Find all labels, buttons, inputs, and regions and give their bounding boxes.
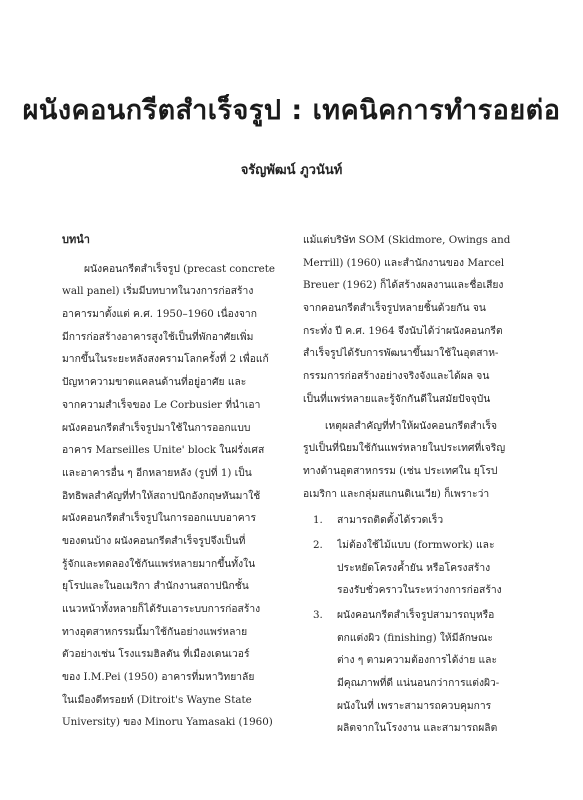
- text-line: Breuer (1962) ก็ได้สร้างผลงานและชื่อเสียง: [303, 279, 504, 292]
- text-line: แนวหน้าทั้งหลายก็ได้รับเอาระบบการก่อสร้าง: [62, 603, 261, 616]
- text-line: University) ของ Minoru Yamasaki (1960): [62, 716, 273, 729]
- text-line: ผนังคอนกรีตสำเร็จรูปมาใช้ในการออกแบบ: [62, 421, 251, 434]
- text-line: Merrill) (1960) และสำนักงานของ Marcel: [303, 256, 505, 269]
- right-paragraph-1: [303, 229, 539, 411]
- text-line: ผนังคอนกรีตสำเร็จรูป (precast concrete: [84, 262, 275, 275]
- reasons-list: [303, 509, 539, 740]
- left-column: [62, 229, 296, 734]
- list-number: 2.: [313, 538, 323, 551]
- text-line: กรรมการก่อสร้างอย่างจริงจังและได้ผล จน: [303, 370, 490, 383]
- text-line: กระทั่ง ปี ค.ศ. 1964 จึงนับได้ว่าผนังคอนกรีต: [303, 324, 503, 337]
- text-line: จากคอนกรีตสำเร็จรูปหลายชิ้นด้วยกัน จน: [303, 302, 486, 315]
- text-line: wall panel) เริ่มมีบทบาทในวงการก่อสร้าง: [62, 285, 254, 298]
- list-item-text: ผนังคอนกรีตสำเร็จรูปสามารถบุหรือ: [337, 609, 495, 621]
- list-item-text: ตกแต่งผิว (finishing) ให้มีลักษณะ: [337, 631, 493, 644]
- text-line: อเมริกา และกลุ่มสแกนดิเนเวีย) ก็เพราะว่า: [303, 487, 490, 500]
- text-line: ทางด้านอุตสาหกรรม (เช่น ประเทศใน ยุโรป: [303, 464, 498, 477]
- list-item-text: ต่าง ๆ ตามความต้องการได้ง่าย และ: [337, 654, 497, 667]
- text-line: อาคาร Marseilles Unite' block ในฝรั่งเศส: [62, 444, 265, 457]
- list-item-text: สามารถติดตั้งได้รวดเร็ว: [337, 514, 444, 527]
- text-line: รูปเป็นที่นิยมใช้กันแพร่หลายในประเทศที่เจริญ: [303, 442, 506, 455]
- list-item-text: ไม่ต้องใช้ไม้แบบ (formwork) และ: [337, 538, 495, 551]
- text-line: ในเมืองดีทรอยท์ (Ditroit's Wayne State: [62, 693, 252, 706]
- article-title: ผนังคอนกรีตสำเร็จรูป : เทคนิคการทำรอยต่อ: [22, 95, 561, 126]
- text-line: และอาคารอื่น ๆ อีกหลายหลัง (รูปที่ 1) เป็น: [62, 466, 252, 479]
- text-line: จากความสำเร็จของ Le Corbusier ที่นำเอา: [62, 398, 261, 411]
- author-name: จรัญพัฒน์ ภูวนันท์: [240, 163, 343, 178]
- text-line: ทางอุตสาหกรรมนี้มาใช้กันอย่างแพร่หลาย: [62, 625, 248, 638]
- text-line: อิทธิพลสำคัญที่ทำให้สถาปนิกอังกฤษหันมาใช้: [62, 489, 261, 502]
- list-item-text: ประหยัดโครงค้ำยัน หรือโครงสร้าง: [337, 561, 491, 574]
- list-item: [303, 534, 539, 602]
- text-line: ของตนบ้าง ผนังคอนกรีตสำเร็จรูปจึงเป็นที่: [62, 534, 246, 547]
- text-line: สำเร็จรูปได้รับการพัฒนาขึ้นมาใช้ในอุตสาห-: [303, 347, 499, 360]
- text-line: ยุโรปและในอเมริกา สำนักงานสถาปนิกชั้น: [62, 580, 249, 593]
- list-number: 3.: [313, 609, 323, 621]
- text-line: มากขึ้นในระยะหลังสงครามโลกครั้งที่ 2 เพื่อแก้: [62, 353, 269, 366]
- text-line: เหตุผลสำคัญที่ทำให้ผนังคอนกรีตสำเร็จ: [325, 419, 498, 432]
- text-line: แม้แต่บริษัท SOM (Skidmore, Owings and: [303, 234, 511, 246]
- text-line: ผนังคอนกรีตสำเร็จรูปในการออกแบบอาคาร: [62, 512, 256, 525]
- list-item: [303, 509, 539, 532]
- list-item-text: ผนังในที่ เพราะสามารถควบคุมการ: [337, 699, 492, 712]
- list-item: [303, 604, 539, 740]
- list-item-text: ผลิตจากในโรงงาน และสามารถผลิต: [337, 722, 498, 735]
- right-paragraph-2: [303, 415, 539, 506]
- text-line: ตัวอย่างเช่น โรงแรมฮิลตัน ที่เมืองเดนเวอร์: [62, 648, 250, 661]
- list-item-text: มีคุณภาพที่ดี แน่นอนกว่าการแต่งผิว-: [337, 677, 500, 690]
- text-line: มีการก่อสร้างอาคารสูงใช้เป็นที่พักอาศัยเพิ่ม: [62, 330, 254, 343]
- text-line: ปัญหาความขาดแคลนด้านที่อยู่อาศัย และ: [62, 376, 247, 389]
- section-heading: บทนำ: [62, 233, 90, 246]
- text-line: ของ I.M.Pei (1950) อาคารที่มหาวิทยาลัย: [62, 671, 255, 684]
- text-line: รู้จักและทดลองใช้กันแพร่หลายมากขึ้นทั้งใน: [62, 557, 256, 570]
- list-item-text: รองรับชั่วคราวในระหว่างการก่อสร้าง: [337, 584, 502, 597]
- right-column: [303, 229, 539, 742]
- text-line: เป็นที่แพร่หลายและรู้จักกันดีในสมัยปัจจุบัน: [303, 392, 491, 405]
- left-paragraph: [62, 258, 296, 734]
- text-line: อาคารมาตั้งแต่ ค.ศ. 1950–1960 เนื่องจาก: [62, 308, 257, 321]
- list-number: 1.: [313, 514, 323, 527]
